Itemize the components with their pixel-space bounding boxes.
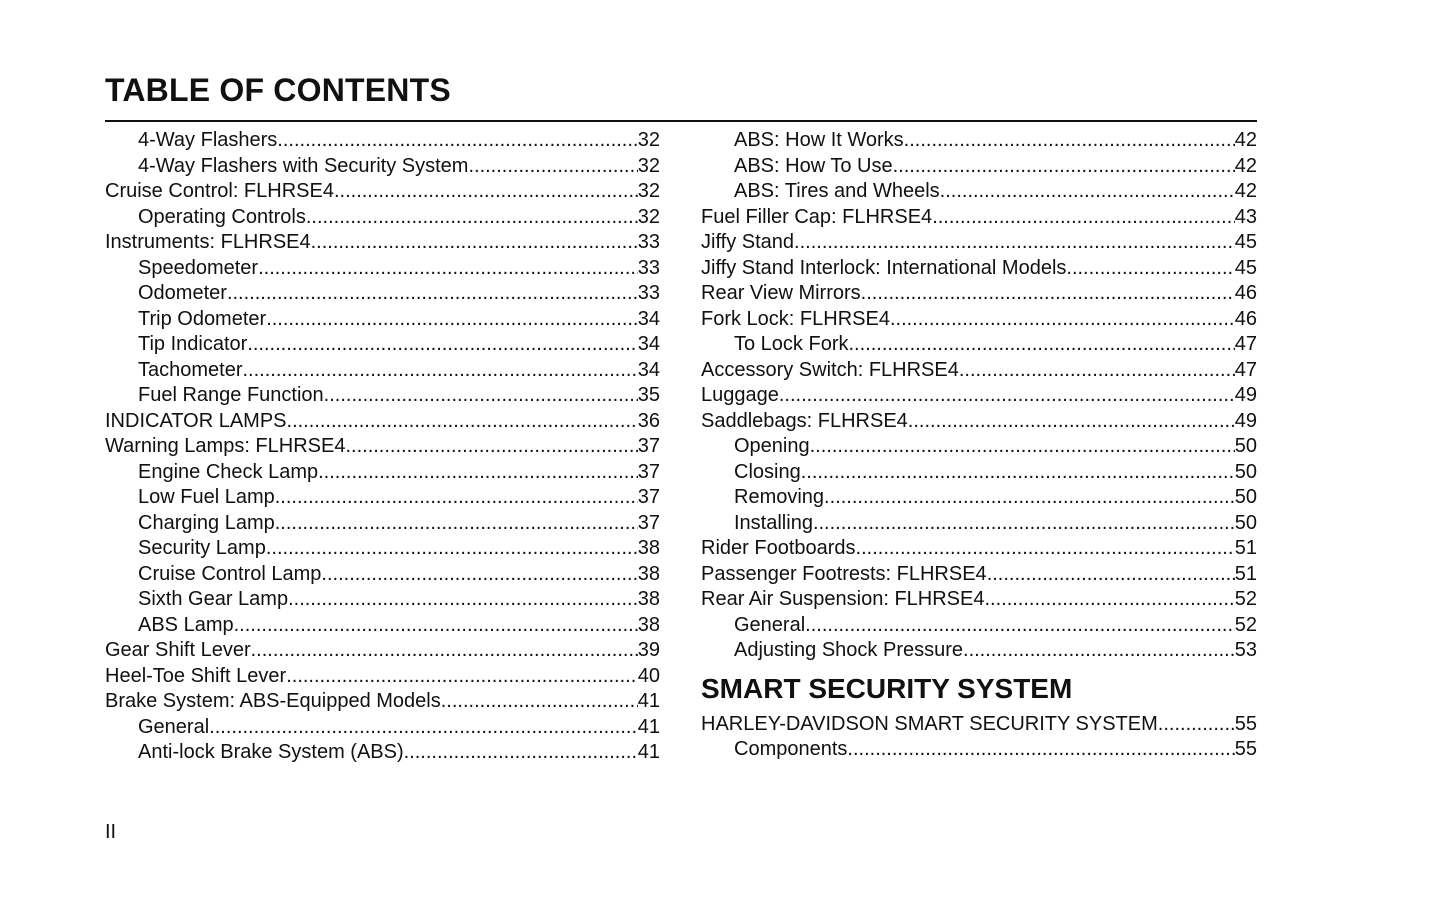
toc-entry-label: Passenger Footrests: FLHRSE4: [701, 562, 987, 585]
toc-entry[interactable]: [701, 434, 1257, 460]
toc-entry-label: To Lock Fork: [734, 333, 849, 355]
toc-entry[interactable]: [105, 562, 660, 588]
toc-entry-page-number: 34: [637, 358, 660, 381]
toc-entry-label: Heel-Toe Shift Lever: [105, 664, 287, 687]
toc-entry[interactable]: [105, 689, 660, 715]
toc-entry-label: Adjusting Shock Pressure: [734, 639, 964, 661]
toc-entry[interactable]: [105, 485, 660, 511]
dot-leader: [286, 664, 638, 690]
toc-entry-page-number: 32: [637, 180, 660, 202]
toc-entry[interactable]: [701, 536, 1257, 562]
toc-entry-label: Engine Check Lamp: [138, 460, 319, 483]
toc-entry-page-number: 38: [637, 562, 660, 585]
dot-leader: [404, 740, 638, 766]
page-number: II: [105, 821, 117, 843]
dot-leader: [441, 689, 638, 715]
toc-entry[interactable]: [701, 205, 1257, 231]
toc-entry[interactable]: [105, 256, 660, 282]
toc-entry[interactable]: [105, 154, 660, 180]
toc-entry-page-number: 32: [637, 129, 660, 151]
toc-entry-label: Cruise Control: FLHRSE4: [105, 180, 334, 202]
dot-leader: [251, 638, 638, 664]
dot-leader: [275, 511, 638, 537]
toc-entry[interactable]: [701, 712, 1257, 738]
toc-entry-page-number: 43: [1234, 205, 1257, 228]
toc-entry-page-number: 45: [1234, 231, 1257, 253]
toc-entry-page-number: 37: [637, 435, 660, 457]
toc-entry-label: Rear Air Suspension: FLHRSE4: [701, 588, 985, 610]
toc-entry-label: ABS Lamp: [138, 613, 234, 636]
toc-entry[interactable]: [105, 613, 660, 639]
toc-entry-label: Low Fuel Lamp: [138, 486, 275, 508]
toc-entry-page-number: 51: [1234, 537, 1257, 559]
toc-entry-page-number: 46: [1234, 307, 1257, 330]
toc-entry-label: Jiffy Stand: [701, 231, 795, 253]
toc-entry[interactable]: [701, 485, 1257, 511]
toc-entry[interactable]: [105, 281, 660, 307]
toc-entry-label: Brake System: ABS-Equipped Models: [105, 690, 441, 712]
dot-leader: [266, 307, 638, 333]
toc-entry[interactable]: [105, 511, 660, 537]
toc-entry-page-number: 41: [637, 741, 660, 763]
toc-entry[interactable]: [105, 128, 660, 154]
toc-entry-label: Tip Indicator: [138, 333, 248, 355]
dot-leader: [258, 256, 638, 282]
toc-entry[interactable]: [701, 613, 1257, 639]
dot-leader: [940, 179, 1235, 205]
toc-entry-page-number: 41: [637, 690, 660, 712]
toc-entry[interactable]: [105, 358, 660, 384]
dot-leader: [209, 715, 638, 741]
toc-entry-label: INDICATOR LAMPS: [105, 409, 287, 432]
toc-entry-label: Warning Lamps: FLHRSE4: [105, 435, 346, 457]
dot-leader: [334, 179, 638, 205]
toc-entry-label: Speedometer: [138, 256, 259, 279]
toc-entry[interactable]: [105, 460, 660, 486]
toc-entry[interactable]: [701, 307, 1257, 333]
page-title: TABLE OF CONTENTS: [105, 72, 451, 108]
dot-leader: [287, 409, 638, 435]
toc-entry-label: Saddlebags: FLHRSE4: [701, 409, 908, 432]
toc-entry-page-number: 38: [637, 537, 660, 559]
toc-entry-label: Closing: [734, 460, 801, 483]
toc-entry-page-number: 38: [637, 613, 660, 636]
dot-leader: [856, 536, 1235, 562]
dot-leader: [848, 332, 1234, 358]
toc-entry-label: Security Lamp: [138, 537, 266, 559]
toc-entry-label: General: [734, 613, 806, 636]
toc-entry-label: 4-Way Flashers: [138, 129, 278, 151]
toc-entry-label: Fork Lock: FLHRSE4: [701, 307, 890, 330]
toc-entry[interactable]: [701, 230, 1257, 256]
dot-leader: [861, 281, 1235, 307]
toc-entry[interactable]: [105, 205, 660, 231]
toc-entry[interactable]: [105, 740, 660, 766]
toc-entry-label: Charging Lamp: [138, 511, 275, 534]
dot-leader: [847, 737, 1234, 763]
toc-entry-label: Rear View Mirrors: [701, 282, 861, 304]
toc-entry-page-number: 39: [637, 639, 660, 661]
toc-entry-label: General: [138, 715, 210, 738]
toc-entry-label: Fuel Filler Cap: FLHRSE4: [701, 205, 933, 228]
toc-entry-page-number: 35: [637, 384, 660, 406]
toc-entry-label: Installing: [734, 511, 813, 534]
toc-entry-page-number: 34: [637, 307, 660, 330]
dot-leader: [321, 562, 637, 588]
toc-entry-page-number: 34: [637, 333, 660, 355]
toc-entry[interactable]: [701, 256, 1257, 282]
toc-entry-label: Accessory Switch: FLHRSE4: [701, 358, 959, 381]
dot-leader: [345, 434, 637, 460]
toc-entry-page-number: 38: [637, 588, 660, 610]
dot-leader: [234, 613, 638, 639]
dot-leader: [932, 205, 1235, 231]
toc-entry-label: ABS: How To Use: [734, 154, 893, 177]
toc-entry-label: Odometer: [138, 282, 227, 304]
dot-leader: [987, 562, 1235, 588]
dot-leader: [275, 485, 638, 511]
toc-entry[interactable]: [701, 383, 1257, 409]
toc-entry[interactable]: [701, 562, 1257, 588]
toc-entry-page-number: 42: [1234, 129, 1257, 151]
toc-right-column: [701, 128, 1257, 763]
toc-entry-label: Fuel Range Function: [138, 384, 324, 406]
toc-entry-page-number: 45: [1234, 256, 1257, 279]
toc-entry[interactable]: [701, 638, 1257, 664]
toc-entry-label: Opening: [734, 435, 810, 457]
toc-entry-page-number: 33: [637, 282, 660, 304]
toc-entry[interactable]: [701, 409, 1257, 435]
toc-entry-page-number: 40: [637, 664, 660, 687]
toc-entry-label: Operating Controls: [138, 205, 306, 228]
dot-leader: [1158, 712, 1235, 738]
toc-entry-label: Luggage: [701, 384, 779, 406]
toc-entry-label: Gear Shift Lever: [105, 639, 251, 661]
dot-leader: [963, 638, 1235, 664]
toc-entry-label: Sixth Gear Lamp: [138, 588, 289, 610]
toc-entry-page-number: 50: [1234, 486, 1257, 508]
toc-entry[interactable]: [701, 332, 1257, 358]
toc-entry-page-number: 47: [1234, 333, 1257, 355]
toc-entry-label: Removing: [734, 486, 825, 508]
dot-leader: [468, 154, 637, 180]
toc-entry-label: Cruise Control Lamp: [138, 562, 322, 585]
toc-entry-page-number: 49: [1234, 409, 1257, 432]
title-divider: [105, 120, 1257, 122]
dot-leader: [243, 358, 638, 384]
toc-entry-page-number: 37: [637, 511, 660, 534]
toc-entry-label: ABS: How It Works: [734, 129, 904, 151]
toc-entry-label: HARLEY-DAVIDSON SMART SECURITY SYSTEM: [701, 712, 1158, 735]
toc-entry-page-number: 36: [637, 409, 660, 432]
toc-entry[interactable]: [105, 179, 660, 205]
toc-entry-label: Anti-lock Brake System (ABS): [138, 741, 404, 763]
toc-entry[interactable]: [105, 664, 660, 690]
dot-leader: [904, 128, 1235, 154]
toc-entry-page-number: 52: [1234, 613, 1257, 636]
toc-entry[interactable]: [105, 383, 660, 409]
toc-entry[interactable]: [701, 128, 1257, 154]
toc-entry-page-number: 47: [1234, 358, 1257, 381]
dot-leader: [318, 460, 638, 486]
toc-entry-label: Rider Footboards: [701, 537, 856, 559]
toc-entry[interactable]: [105, 434, 660, 460]
dot-leader: [893, 154, 1235, 180]
toc-entry-label: Trip Odometer: [138, 307, 267, 330]
toc-entry-page-number: 42: [1234, 154, 1257, 177]
toc-entry[interactable]: [701, 511, 1257, 537]
dot-leader: [311, 230, 638, 256]
toc-entry-page-number: 55: [1234, 738, 1257, 760]
toc-entry[interactable]: [105, 409, 660, 435]
toc-entry[interactable]: [701, 460, 1257, 486]
toc-entry-page-number: 50: [1234, 460, 1257, 483]
dot-leader: [959, 358, 1235, 384]
toc-entry-page-number: 33: [637, 256, 660, 279]
toc-entry-page-number: 32: [637, 205, 660, 228]
dot-leader: [810, 434, 1235, 460]
toc-entry-page-number: 51: [1234, 562, 1257, 585]
toc-entry[interactable]: [701, 358, 1257, 384]
toc-entry-label: Instruments: FLHRSE4: [105, 231, 311, 253]
dot-leader: [306, 205, 638, 231]
toc-entry-page-number: 33: [637, 231, 660, 253]
toc-entry[interactable]: [105, 587, 660, 613]
toc-entry-page-number: 37: [637, 486, 660, 508]
dot-leader: [794, 230, 1235, 256]
dot-leader: [227, 281, 638, 307]
dot-leader: [824, 485, 1235, 511]
toc-entry-page-number: 42: [1234, 180, 1257, 202]
toc-entry[interactable]: [701, 154, 1257, 180]
toc-entry[interactable]: [701, 737, 1257, 763]
toc-entry[interactable]: [105, 715, 660, 741]
dot-leader: [277, 128, 637, 154]
toc-left-column: [105, 128, 660, 766]
toc-entry-label: Components: [734, 738, 848, 760]
dot-leader: [801, 460, 1235, 486]
toc-entry[interactable]: [105, 638, 660, 664]
dot-leader: [288, 587, 638, 613]
dot-leader: [247, 332, 637, 358]
toc-entry-page-number: 50: [1234, 435, 1257, 457]
dot-leader: [1066, 256, 1234, 282]
dot-leader: [890, 307, 1235, 333]
toc-entry-label: Tachometer: [138, 358, 243, 381]
toc-entry-page-number: 53: [1234, 639, 1257, 661]
dot-leader: [813, 511, 1235, 537]
toc-entry[interactable]: [105, 536, 660, 562]
dot-leader: [324, 383, 638, 409]
dot-leader: [266, 536, 638, 562]
toc-entry-page-number: 52: [1234, 588, 1257, 610]
toc-entry[interactable]: [701, 281, 1257, 307]
toc-entry-page-number: 55: [1234, 712, 1257, 735]
toc-entry-label: 4-Way Flashers with Security System: [138, 154, 469, 177]
toc-entry-page-number: 50: [1234, 511, 1257, 534]
dot-leader: [779, 383, 1235, 409]
toc-entry[interactable]: [105, 332, 660, 358]
toc-entry[interactable]: [701, 179, 1257, 205]
dot-leader: [908, 409, 1235, 435]
toc-right-entries-group-smart-security: [701, 712, 1257, 763]
toc-entry-page-number: 46: [1234, 282, 1257, 304]
toc-entry-page-number: 41: [637, 715, 660, 738]
toc-right-entries-group: [701, 128, 1257, 664]
toc-entry-page-number: 49: [1234, 384, 1257, 406]
toc-entry-label: Jiffy Stand Interlock: International Models: [701, 256, 1067, 279]
dot-leader: [805, 613, 1235, 639]
toc-entry[interactable]: [105, 307, 660, 333]
toc-entry[interactable]: [701, 587, 1257, 613]
toc-entry-label: ABS: Tires and Wheels: [734, 180, 940, 202]
toc-entry-page-number: 32: [637, 154, 660, 177]
toc-entry-page-number: 37: [637, 460, 660, 483]
toc-entry[interactable]: [105, 230, 660, 256]
dot-leader: [984, 587, 1234, 613]
section-heading-smart-security: SMART SECURITY SYSTEM: [701, 672, 1073, 704]
